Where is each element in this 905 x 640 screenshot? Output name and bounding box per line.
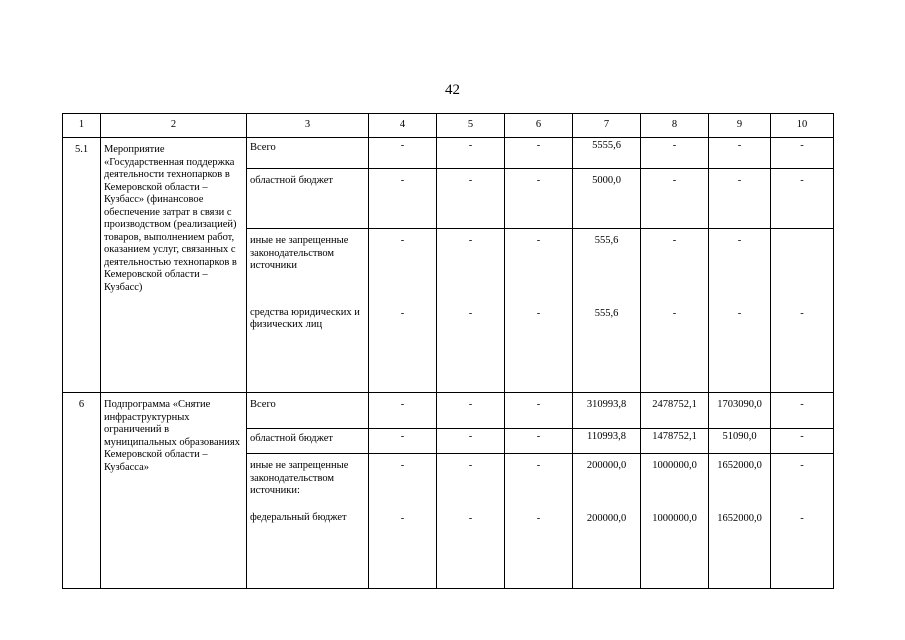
value-cell: - <box>771 138 834 169</box>
funding-source: иные не запрещенные законодательством источники <box>250 235 349 271</box>
value-cell: - <box>437 393 505 429</box>
measure-name: Мероприятие «Государственная поддержка деятельности технопарков в Кемеровской области – Кузбасс» (финансовое обеспечение затрат в связи с производством (реализацией) товаров, выполнением работ, оказанием услуг, связанных с деятельностью технопарков в Кемеровской области – Кузбасс) <box>101 138 247 393</box>
value-text: - <box>800 512 804 524</box>
value-text: - <box>800 308 804 319</box>
funding-source: областной бюджет <box>247 429 369 454</box>
value-cell: 51090,0 <box>709 429 771 454</box>
value-cell: - <box>369 138 437 169</box>
value-cell: - <box>709 169 771 229</box>
value-text: - <box>468 512 473 524</box>
row-number: 5.1 <box>63 138 101 393</box>
header-cell: 8 <box>641 114 709 138</box>
funding-source-group <box>247 454 369 589</box>
value-cell <box>641 454 709 589</box>
value-text: - <box>400 460 405 471</box>
value-text: - <box>400 512 405 524</box>
value-cell: - <box>505 429 573 454</box>
value-text: 1000000,0 <box>652 460 697 471</box>
value-cell: 1478752,1 <box>641 429 709 454</box>
table-row <box>63 138 834 169</box>
value-text: - <box>400 235 405 246</box>
value-text: 555,6 <box>594 235 619 246</box>
value-text: - <box>737 235 742 246</box>
value-cell: - <box>437 138 505 169</box>
value-cell: - <box>709 138 771 169</box>
value-cell <box>369 229 437 393</box>
header-cell: 2 <box>101 114 247 138</box>
funding-source: Всего <box>247 393 369 429</box>
header-cell: 6 <box>505 114 573 138</box>
budget-table <box>62 113 834 589</box>
value-text: - <box>536 307 541 319</box>
measure-name: Подпрограмма «Снятие инфраструктурных ограничений в муниципальных образованиях Кемеровской области – Кузбасса» <box>101 393 247 589</box>
funding-source: иные не запрещенные законодательством источники: <box>250 460 349 496</box>
value-cell <box>771 229 834 393</box>
value-text: - <box>536 235 541 246</box>
value-cell: - <box>437 429 505 454</box>
value-text: 200000,0 <box>586 512 627 524</box>
header-cell: 3 <box>247 114 369 138</box>
value-cell <box>505 229 573 393</box>
value-cell: - <box>505 138 573 169</box>
value-cell: 5555,6 <box>573 138 641 169</box>
value-cell: - <box>641 138 709 169</box>
value-text: 1652000,0 <box>717 512 762 524</box>
value-cell: - <box>771 169 834 229</box>
value-cell: - <box>771 429 834 454</box>
value-cell <box>573 229 641 393</box>
page-number: 42 <box>445 82 460 98</box>
value-cell: 2478752,1 <box>641 393 709 429</box>
value-cell: 5000,0 <box>573 169 641 229</box>
value-cell: - <box>437 169 505 229</box>
value-text: 1000000,0 <box>652 512 697 524</box>
funding-source: Всего <box>247 138 369 169</box>
value-text: - <box>536 512 541 524</box>
value-cell <box>709 454 771 589</box>
value-cell <box>437 229 505 393</box>
value-cell: 110993,8 <box>573 429 641 454</box>
value-cell <box>437 454 505 589</box>
value-text <box>774 235 830 248</box>
value-text: - <box>400 307 405 319</box>
value-text: - <box>737 307 742 319</box>
value-cell: - <box>505 169 573 229</box>
value-text: - <box>672 235 677 246</box>
value-cell: - <box>505 393 573 429</box>
value-cell <box>505 454 573 589</box>
value-cell <box>709 229 771 393</box>
funding-source-group <box>247 229 369 393</box>
header-cell: 7 <box>573 114 641 138</box>
value-cell: - <box>641 169 709 229</box>
value-cell: - <box>369 169 437 229</box>
value-cell: 1703090,0 <box>709 393 771 429</box>
value-cell: - <box>369 393 437 429</box>
funding-source: федеральный бюджет <box>250 511 347 523</box>
value-text: - <box>468 307 473 319</box>
value-cell <box>369 454 437 589</box>
header-cell: 5 <box>437 114 505 138</box>
value-text: - <box>800 460 804 471</box>
value-cell <box>573 454 641 589</box>
value-text: - <box>468 460 473 471</box>
value-cell <box>641 229 709 393</box>
value-text: - <box>536 460 541 471</box>
value-text: - <box>468 235 473 246</box>
value-cell <box>771 454 834 589</box>
header-cell: 1 <box>63 114 101 138</box>
value-text: - <box>672 307 677 319</box>
header-row <box>63 114 834 138</box>
table-row <box>63 393 834 429</box>
value-cell: - <box>771 393 834 429</box>
header-cell: 9 <box>709 114 771 138</box>
funding-source: областной бюджет <box>247 169 369 229</box>
value-text: 200000,0 <box>586 460 627 471</box>
header-cell: 10 <box>771 114 834 138</box>
value-text: 1652000,0 <box>717 460 762 471</box>
row-number: 6 <box>63 393 101 589</box>
value-text: 555,6 <box>594 307 619 319</box>
header-cell: 4 <box>369 114 437 138</box>
value-cell: - <box>369 429 437 454</box>
funding-source: средства юридических и физических лиц <box>250 306 360 330</box>
value-cell: 310993,8 <box>573 393 641 429</box>
